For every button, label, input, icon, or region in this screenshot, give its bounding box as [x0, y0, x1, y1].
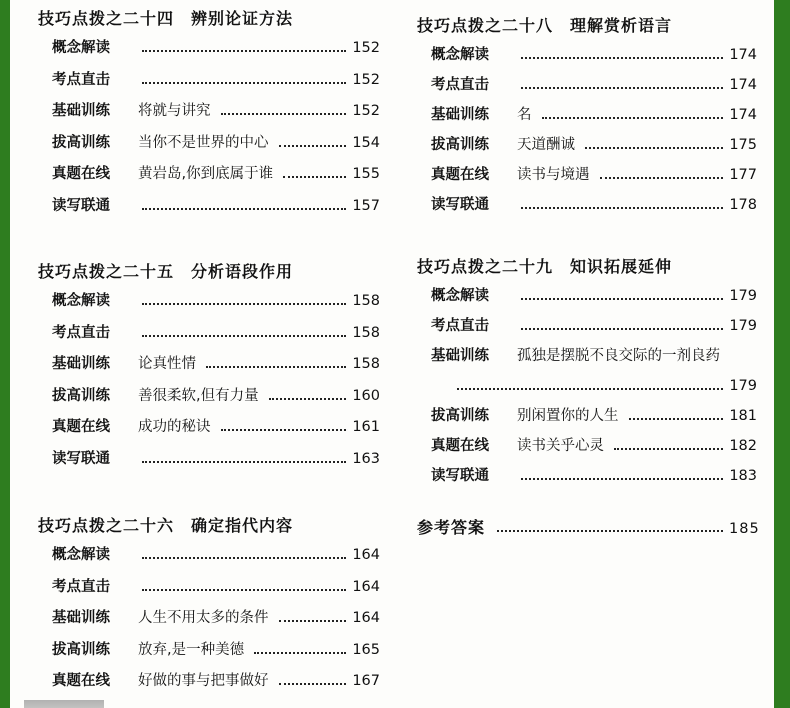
entry-category: 基础训练: [431, 107, 489, 123]
page-number: 167: [352, 673, 380, 689]
entry-category: 概念解读: [52, 547, 110, 563]
leader-dots: [142, 81, 346, 84]
entry-category: 拔高训练: [431, 137, 489, 153]
entry-article-title: 将就与讲究: [138, 103, 211, 119]
toc-section: [417, 12, 757, 220]
toc-entry[interactable]: [417, 100, 757, 130]
entry-category: 真题在线: [52, 419, 110, 435]
toc-entry[interactable]: [38, 540, 380, 572]
toc-entry[interactable]: [38, 603, 380, 635]
toc-page: [10, 0, 774, 708]
leader-dots: [142, 588, 346, 591]
toc-entry[interactable]: [38, 572, 380, 604]
entry-category: 考点直击: [431, 77, 489, 93]
leader-dots: [521, 297, 723, 300]
leader-dots: [142, 207, 346, 210]
page-number: 179: [729, 288, 757, 304]
entry-article-title: 读书关乎心灵: [517, 438, 604, 454]
page-number: 161: [352, 419, 380, 435]
page-number: 154: [352, 134, 380, 151]
toc-entry[interactable]: [38, 412, 380, 444]
answers-entry[interactable]: [417, 512, 760, 544]
leader-dots: [600, 176, 724, 179]
leader-dots: [269, 397, 346, 400]
toc-section-answers: [417, 512, 760, 544]
toc-entry[interactable]: [417, 341, 757, 371]
toc-section: [38, 5, 380, 222]
entry-article-title: 成功的秘诀: [138, 419, 211, 435]
leader-dots: [142, 49, 346, 52]
entry-article-title: 读书与境遇: [517, 167, 590, 183]
toc-entry[interactable]: [38, 286, 380, 318]
entry-category: 概念解读: [431, 288, 489, 304]
toc-entry[interactable]: [38, 96, 380, 128]
toc-entry[interactable]: [38, 191, 380, 223]
page-number: 152: [352, 103, 380, 119]
page-number: 179: [729, 378, 757, 394]
entry-category: 基础训练: [52, 103, 110, 119]
entry-category: 读写联通: [52, 197, 110, 214]
entry-article-title: 孤独是摆脱不良交际的一剂良药: [517, 348, 720, 364]
section-title: 技巧点拨之二十五 分析语段作用: [38, 262, 294, 281]
answers-label: 参考答案: [417, 518, 486, 537]
toc-section: [38, 258, 380, 475]
leader-dots: [497, 529, 723, 532]
entry-category: 基础训练: [52, 356, 110, 372]
page-number: 181: [729, 408, 757, 424]
entry-article-title: 论真性情: [138, 356, 196, 372]
toc-entry[interactable]: [38, 444, 380, 476]
section-title: 技巧点拨之二十九 知识拓展延伸: [417, 257, 673, 276]
entry-article-title: 黄岩岛,你到底属于谁: [138, 166, 274, 182]
section-title: 技巧点拨之二十四 辨别论证方法: [38, 9, 294, 28]
toc-entry[interactable]: [417, 281, 757, 311]
page-number: 158: [352, 293, 380, 309]
leader-dots: [521, 327, 723, 330]
leader-dots: [521, 56, 723, 59]
entry-category: 拔高训练: [431, 408, 489, 424]
leader-dots: [457, 387, 723, 390]
section-title: 技巧点拨之二十八 理解赏析语言: [417, 16, 673, 35]
toc-entry[interactable]: [417, 190, 757, 220]
toc-entry[interactable]: [38, 159, 380, 191]
entry-category: 读写联通: [431, 468, 489, 484]
toc-entry[interactable]: [38, 666, 380, 698]
section-title: 技巧点拨之二十六 确定指代内容: [38, 516, 294, 535]
leader-dots: [206, 365, 346, 368]
entry-article-title: 天道酬诚: [517, 137, 575, 153]
entry-category: 读写联通: [52, 450, 110, 467]
page-number: 158: [352, 324, 380, 341]
entry-category: 真题在线: [431, 438, 489, 454]
entry-category: 概念解读: [52, 40, 110, 56]
leader-dots: [254, 651, 346, 654]
page-number: 174: [729, 77, 757, 93]
toc-entry-continuation[interactable]: [417, 371, 757, 401]
page-number: 158: [352, 356, 380, 372]
page-number: 183: [729, 468, 757, 484]
page-number: 164: [352, 610, 380, 626]
page-number: 152: [352, 40, 380, 56]
entry-category: 概念解读: [431, 47, 489, 63]
leader-dots: [279, 619, 347, 622]
leader-dots: [279, 682, 347, 685]
entry-category: 考点直击: [52, 324, 110, 341]
page-number: 164: [352, 578, 380, 595]
toc-entry[interactable]: [417, 401, 757, 431]
leader-dots: [142, 302, 346, 305]
leader-dots: [142, 460, 346, 463]
leader-dots: [521, 477, 723, 480]
page-number: 152: [352, 71, 380, 88]
toc-section: [38, 512, 380, 698]
leader-dots: [142, 556, 346, 559]
toc-entry[interactable]: [38, 65, 380, 97]
page-number: 178: [729, 197, 757, 213]
entry-category: 真题在线: [431, 167, 489, 183]
leader-dots: [542, 116, 724, 119]
page-number: 163: [352, 450, 380, 467]
page-number: 157: [352, 197, 380, 214]
toc-entry[interactable]: [38, 33, 380, 65]
entry-category: 基础训练: [52, 610, 110, 626]
leader-dots: [279, 144, 347, 147]
toc-entry[interactable]: [38, 381, 380, 413]
entry-article-title: 善很柔软,但有力量: [138, 387, 259, 404]
toc-entry[interactable]: [417, 160, 757, 190]
toc-entry[interactable]: [417, 431, 757, 461]
entry-article-title: 名: [517, 107, 532, 123]
toc-entry[interactable]: [38, 318, 380, 350]
page-number: 174: [729, 107, 757, 123]
leader-dots: [283, 175, 346, 178]
leader-dots: [629, 417, 724, 420]
page-number: 160: [352, 387, 380, 404]
leader-dots: [521, 206, 723, 209]
entry-category: 考点直击: [52, 71, 110, 88]
entry-category: 拔高训练: [52, 134, 110, 151]
leader-dots: [221, 428, 347, 431]
leader-dots: [142, 334, 346, 337]
page-number: 177: [729, 167, 757, 183]
leader-dots: [614, 447, 723, 450]
toc-entry[interactable]: [38, 128, 380, 160]
page-number: 165: [352, 641, 380, 658]
toc-entry[interactable]: [417, 311, 757, 341]
entry-category: 真题在线: [52, 673, 110, 689]
entry-category: 考点直击: [52, 578, 110, 595]
entry-category: 拔高训练: [52, 387, 110, 404]
toc-entry[interactable]: [417, 130, 757, 160]
toc-entry[interactable]: [417, 70, 757, 100]
entry-category: 读写联通: [431, 197, 489, 213]
entry-article-title: 别闲置你的人生: [517, 408, 619, 424]
toc-entry[interactable]: [417, 40, 757, 70]
cut-off-text-fragment: [24, 700, 104, 708]
leader-dots: [521, 86, 723, 89]
toc-entry[interactable]: [417, 461, 757, 491]
entry-article-title: 人生不用太多的条件: [138, 610, 269, 626]
entry-article-title: 当你不是世界的中心: [138, 134, 269, 151]
page-number: 155: [352, 166, 380, 182]
toc-entry[interactable]: [38, 635, 380, 667]
entry-article-title: 好做的事与把事做好: [138, 673, 269, 689]
leader-dots: [221, 112, 347, 115]
entry-category: 真题在线: [52, 166, 110, 182]
entry-category: 考点直击: [431, 318, 489, 334]
page-number: 175: [729, 137, 757, 153]
toc-section: [417, 253, 757, 491]
leader-dots: [585, 146, 723, 149]
entry-category: 拔高训练: [52, 641, 110, 658]
page-number: 179: [729, 318, 757, 334]
page-number: 185: [729, 521, 760, 537]
page-number: 182: [729, 438, 757, 454]
page-number: 164: [352, 547, 380, 563]
entry-article-title: 放弃,是一种美德: [138, 641, 245, 658]
page-number: 174: [729, 47, 757, 63]
toc-entry[interactable]: [38, 349, 380, 381]
entry-category: 概念解读: [52, 293, 110, 309]
entry-category: 基础训练: [431, 348, 489, 364]
